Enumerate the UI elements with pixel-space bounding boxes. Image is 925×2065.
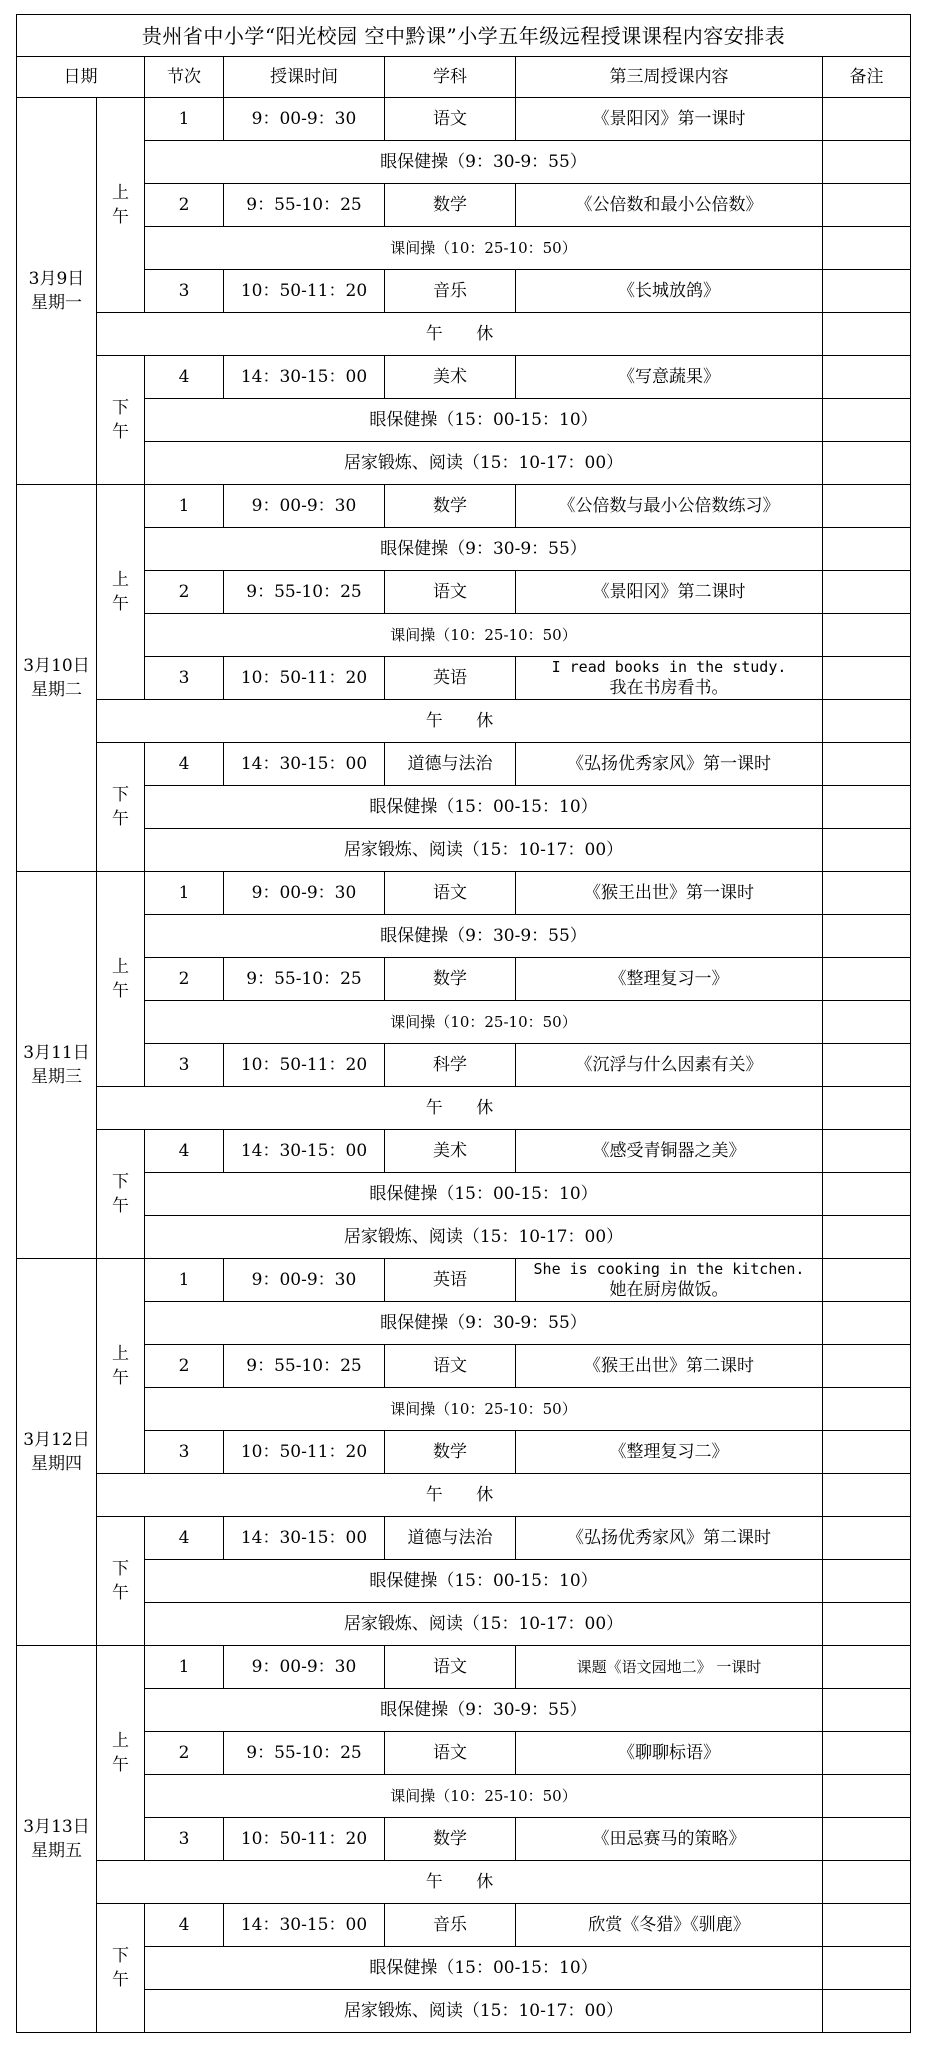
header-subject: 学科 — [385, 57, 516, 98]
home-activity: 居家锻炼、阅读（15：10-17：00） — [145, 1603, 823, 1646]
table-row — [17, 1603, 911, 1646]
table-row — [17, 1173, 911, 1216]
table-row — [17, 1216, 911, 1259]
row-remark — [823, 442, 911, 485]
eye-exercise-afternoon: 眼保健操（15：00-15：10） — [145, 1173, 823, 1216]
morning-label: 上 午 — [97, 1259, 145, 1474]
home-activity: 居家锻炼、阅读（15：10-17：00） — [145, 829, 823, 872]
period-remark — [823, 1345, 911, 1388]
table-row — [17, 829, 911, 872]
period-subject: 音乐 — [385, 1904, 516, 1947]
period-subject: 数学 — [385, 1818, 516, 1861]
eye-exercise-afternoon: 眼保健操（15：00-15：10） — [145, 786, 823, 829]
period-time: 10：50-11：20 — [224, 1431, 385, 1474]
header-time: 授课时间 — [224, 57, 385, 98]
table-row — [17, 743, 911, 786]
period-content: 《田忌赛马的策略》 — [516, 1818, 823, 1861]
table-row — [17, 1001, 911, 1044]
row-remark — [823, 614, 911, 657]
period-content: 《整理复习二》 — [516, 1431, 823, 1474]
table-row — [17, 657, 911, 700]
document-title: 贵州省中小学“阳光校园 空中黔课”小学五年级远程授课课程内容安排表 — [17, 15, 911, 57]
period-number: 3 — [145, 270, 224, 313]
row-remark — [823, 1388, 911, 1431]
table-row — [17, 141, 911, 184]
period-remark — [823, 743, 911, 786]
period-remark — [823, 1904, 911, 1947]
period-time: 14：30-15：00 — [224, 1517, 385, 1560]
eye-exercise-afternoon: 眼保健操（15：00-15：10） — [145, 399, 823, 442]
eye-exercise-morning: 眼保健操（9：30-9：55） — [145, 141, 823, 184]
period-remark — [823, 184, 911, 227]
period-subject: 语文 — [385, 872, 516, 915]
period-content: 《公倍数与最小公倍数练习》 — [516, 485, 823, 528]
day-cell — [17, 1259, 97, 1646]
period-content — [516, 1259, 823, 1302]
afternoon-label: 下 午 — [97, 1130, 145, 1259]
table-row — [17, 1861, 911, 1904]
period-remark — [823, 1818, 911, 1861]
header-remark: 备注 — [823, 57, 911, 98]
period-number: 4 — [145, 743, 224, 786]
table-row — [17, 1775, 911, 1818]
period-remark — [823, 485, 911, 528]
table-row — [17, 270, 911, 313]
day-weekday: 星期一 — [31, 293, 82, 313]
period-number: 2 — [145, 184, 224, 227]
period-content: 《聊聊标语》 — [516, 1732, 823, 1775]
afternoon-label: 下 午 — [97, 356, 145, 485]
period-subject: 语文 — [385, 1646, 516, 1689]
period-subject: 英语 — [385, 1259, 516, 1302]
period-subject: 数学 — [385, 958, 516, 1001]
period-remark — [823, 1431, 911, 1474]
noon-break — [97, 313, 823, 356]
period-subject: 语文 — [385, 98, 516, 141]
schedule-body — [17, 98, 911, 2033]
row-remark — [823, 1775, 911, 1818]
period-time: 10：50-11：20 — [224, 657, 385, 700]
period-time: 14：30-15：00 — [224, 356, 385, 399]
table-row — [17, 1259, 911, 1302]
day-date: 3月9日 — [28, 269, 85, 289]
period-number: 2 — [145, 958, 224, 1001]
period-content: 《弘扬优秀家风》第二课时 — [516, 1517, 823, 1560]
period-content: 课题《语文园地二》 一课时 — [516, 1646, 823, 1689]
period-content: 《猴王出世》第二课时 — [516, 1345, 823, 1388]
table-row — [17, 184, 911, 227]
schedule-table — [16, 14, 911, 2033]
period-remark — [823, 1259, 911, 1302]
home-activity: 居家锻炼、阅读（15：10-17：00） — [145, 442, 823, 485]
morning-label: 上 午 — [97, 98, 145, 313]
period-remark — [823, 657, 911, 700]
period-time: 9：55-10：25 — [224, 1732, 385, 1775]
row-remark — [823, 528, 911, 571]
content-english: She is cooking in the kitchen. — [533, 1260, 805, 1278]
morning-label: 上 午 — [97, 485, 145, 700]
content-english: I read books in the study. — [551, 658, 787, 676]
row-remark — [823, 313, 911, 356]
period-time: 9：00-9：30 — [224, 485, 385, 528]
period-content: 《公倍数和最小公倍数》 — [516, 184, 823, 227]
table-row — [17, 614, 911, 657]
row-remark — [823, 1603, 911, 1646]
row-remark — [823, 227, 911, 270]
period-subject: 数学 — [385, 1431, 516, 1474]
row-remark — [823, 829, 911, 872]
table-row — [17, 786, 911, 829]
eye-exercise-morning: 眼保健操（9：30-9：55） — [145, 528, 823, 571]
table-row — [17, 1130, 911, 1173]
table-row — [17, 399, 911, 442]
period-remark — [823, 356, 911, 399]
row-remark — [823, 915, 911, 958]
period-time: 14：30-15：00 — [224, 743, 385, 786]
period-time: 14：30-15：00 — [224, 1130, 385, 1173]
period-time: 9：00-9：30 — [224, 1646, 385, 1689]
period-time: 9：00-9：30 — [224, 98, 385, 141]
row-remark — [823, 1001, 911, 1044]
afternoon-label: 下 午 — [97, 1904, 145, 2033]
table-row — [17, 1646, 911, 1689]
row-remark — [823, 1216, 911, 1259]
period-time: 9：00-9：30 — [224, 872, 385, 915]
row-remark — [823, 786, 911, 829]
period-number: 3 — [145, 657, 224, 700]
morning-label: 上 午 — [97, 1646, 145, 1861]
period-remark — [823, 571, 911, 614]
eye-exercise-morning: 眼保健操（9：30-9：55） — [145, 915, 823, 958]
row-remark — [823, 700, 911, 743]
period-remark — [823, 958, 911, 1001]
day-date: 3月12日 — [23, 1430, 90, 1450]
table-row — [17, 313, 911, 356]
eye-exercise-afternoon: 眼保健操（15：00-15：10） — [145, 1560, 823, 1603]
header-period: 节次 — [145, 57, 224, 98]
day-date: 3月11日 — [23, 1043, 90, 1063]
period-remark — [823, 872, 911, 915]
period-number: 1 — [145, 872, 224, 915]
period-remark — [823, 270, 911, 313]
period-content: 《沉浮与什么因素有关》 — [516, 1044, 823, 1087]
period-remark — [823, 1517, 911, 1560]
table-row — [17, 1431, 911, 1474]
table-row — [17, 700, 911, 743]
table-row — [17, 227, 911, 270]
period-number: 4 — [145, 356, 224, 399]
period-number: 2 — [145, 1345, 224, 1388]
period-content: 《景阳冈》第一课时 — [516, 98, 823, 141]
period-time: 10：50-11：20 — [224, 1818, 385, 1861]
table-row — [17, 1818, 911, 1861]
table-row — [17, 1947, 911, 1990]
period-subject: 美术 — [385, 356, 516, 399]
table-row — [17, 958, 911, 1001]
period-subject: 音乐 — [385, 270, 516, 313]
table-row — [17, 1044, 911, 1087]
row-remark — [823, 1689, 911, 1732]
period-number: 4 — [145, 1130, 224, 1173]
period-number: 3 — [145, 1818, 224, 1861]
day-weekday: 星期五 — [31, 1841, 82, 1861]
day-cell — [17, 485, 97, 872]
period-remark — [823, 98, 911, 141]
row-remark — [823, 141, 911, 184]
period-content: 《长城放鸽》 — [516, 270, 823, 313]
period-time: 9：55-10：25 — [224, 1345, 385, 1388]
period-subject: 语文 — [385, 571, 516, 614]
home-activity: 居家锻炼、阅读（15：10-17：00） — [145, 1216, 823, 1259]
recess-exercise: 课间操（10：25-10：50） — [145, 1775, 823, 1818]
period-number: 1 — [145, 98, 224, 141]
row-remark — [823, 1990, 911, 2033]
eye-exercise-afternoon: 眼保健操（15：00-15：10） — [145, 1947, 823, 1990]
noon-break — [97, 700, 823, 743]
header-date: 日期 — [17, 57, 145, 98]
table-row — [17, 1087, 911, 1130]
period-number: 2 — [145, 1732, 224, 1775]
period-content: 欣赏《冬猎》《驯鹿》 — [516, 1904, 823, 1947]
day-date: 3月13日 — [23, 1817, 90, 1837]
table-row — [17, 571, 911, 614]
day-date: 3月10日 — [23, 656, 90, 676]
eye-exercise-morning: 眼保健操（9：30-9：55） — [145, 1689, 823, 1732]
noon-break-label: 午 休 — [425, 1872, 508, 1892]
period-subject: 美术 — [385, 1130, 516, 1173]
noon-break-label: 午 休 — [425, 1485, 508, 1505]
day-cell — [17, 98, 97, 485]
afternoon-label: 下 午 — [97, 1517, 145, 1646]
period-content: 《猴王出世》第一课时 — [516, 872, 823, 915]
period-remark — [823, 1130, 911, 1173]
period-time: 14：30-15：00 — [224, 1904, 385, 1947]
table-row — [17, 1302, 911, 1345]
recess-exercise: 课间操（10：25-10：50） — [145, 614, 823, 657]
table-row — [17, 1474, 911, 1517]
period-number: 2 — [145, 571, 224, 614]
period-content: 《弘扬优秀家风》第一课时 — [516, 743, 823, 786]
row-remark — [823, 1173, 911, 1216]
table-row — [17, 485, 911, 528]
day-weekday: 星期二 — [31, 680, 82, 700]
period-content: 《景阳冈》第二课时 — [516, 571, 823, 614]
period-number: 3 — [145, 1044, 224, 1087]
recess-exercise: 课间操（10：25-10：50） — [145, 1388, 823, 1431]
period-subject: 道德与法治 — [385, 1517, 516, 1560]
eye-exercise-morning: 眼保健操（9：30-9：55） — [145, 1302, 823, 1345]
period-time: 9：00-9：30 — [224, 1259, 385, 1302]
period-number: 1 — [145, 1259, 224, 1302]
table-row — [17, 872, 911, 915]
noon-break-label: 午 休 — [425, 1098, 508, 1118]
header-content: 第三周授课内容 — [516, 57, 823, 98]
day-cell — [17, 872, 97, 1259]
noon-break — [97, 1474, 823, 1517]
recess-exercise: 课间操（10：25-10：50） — [145, 1001, 823, 1044]
period-remark — [823, 1732, 911, 1775]
row-remark — [823, 1861, 911, 1904]
period-subject: 科学 — [385, 1044, 516, 1087]
period-time: 10：50-11：20 — [224, 270, 385, 313]
recess-exercise: 课间操（10：25-10：50） — [145, 227, 823, 270]
table-row — [17, 1732, 911, 1775]
period-number: 3 — [145, 1431, 224, 1474]
noon-break — [97, 1861, 823, 1904]
table-row — [17, 1990, 911, 2033]
noon-break-label: 午 休 — [425, 324, 508, 344]
table-row — [17, 1345, 911, 1388]
period-number: 1 — [145, 485, 224, 528]
noon-break-label: 午 休 — [425, 711, 508, 731]
period-subject: 英语 — [385, 657, 516, 700]
afternoon-label: 下 午 — [97, 743, 145, 872]
table-row — [17, 356, 911, 399]
period-time: 9：55-10：25 — [224, 184, 385, 227]
period-time: 9：55-10：25 — [224, 571, 385, 614]
table-row — [17, 528, 911, 571]
content-chinese: 她在厨房做饭。 — [609, 1280, 729, 1300]
noon-break — [97, 1087, 823, 1130]
period-content: 《感受青铜器之美》 — [516, 1130, 823, 1173]
period-content: 《写意蔬果》 — [516, 356, 823, 399]
period-content: 《整理复习一》 — [516, 958, 823, 1001]
period-number: 4 — [145, 1517, 224, 1560]
row-remark — [823, 399, 911, 442]
period-subject: 道德与法治 — [385, 743, 516, 786]
table-row — [17, 915, 911, 958]
row-remark — [823, 1302, 911, 1345]
table-row — [17, 1517, 911, 1560]
period-number: 4 — [145, 1904, 224, 1947]
day-weekday: 星期四 — [31, 1454, 82, 1474]
day-cell — [17, 1646, 97, 2033]
row-remark — [823, 1087, 911, 1130]
period-time: 9：55-10：25 — [224, 958, 385, 1001]
period-subject: 数学 — [385, 485, 516, 528]
period-number: 1 — [145, 1646, 224, 1689]
morning-label: 上 午 — [97, 872, 145, 1087]
row-remark — [823, 1474, 911, 1517]
row-remark — [823, 1947, 911, 1990]
content-chinese: 我在书房看书。 — [609, 678, 729, 698]
period-remark — [823, 1646, 911, 1689]
table-row — [17, 1560, 911, 1603]
table-row — [17, 1388, 911, 1431]
period-subject: 数学 — [385, 184, 516, 227]
period-content — [516, 657, 823, 700]
period-subject: 语文 — [385, 1732, 516, 1775]
period-remark — [823, 1044, 911, 1087]
period-subject: 语文 — [385, 1345, 516, 1388]
home-activity: 居家锻炼、阅读（15：10-17：00） — [145, 1990, 823, 2033]
table-row — [17, 1904, 911, 1947]
row-remark — [823, 1560, 911, 1603]
day-weekday: 星期三 — [31, 1067, 82, 1087]
table-row — [17, 98, 911, 141]
period-time: 10：50-11：20 — [224, 1044, 385, 1087]
table-row — [17, 442, 911, 485]
table-row — [17, 1689, 911, 1732]
